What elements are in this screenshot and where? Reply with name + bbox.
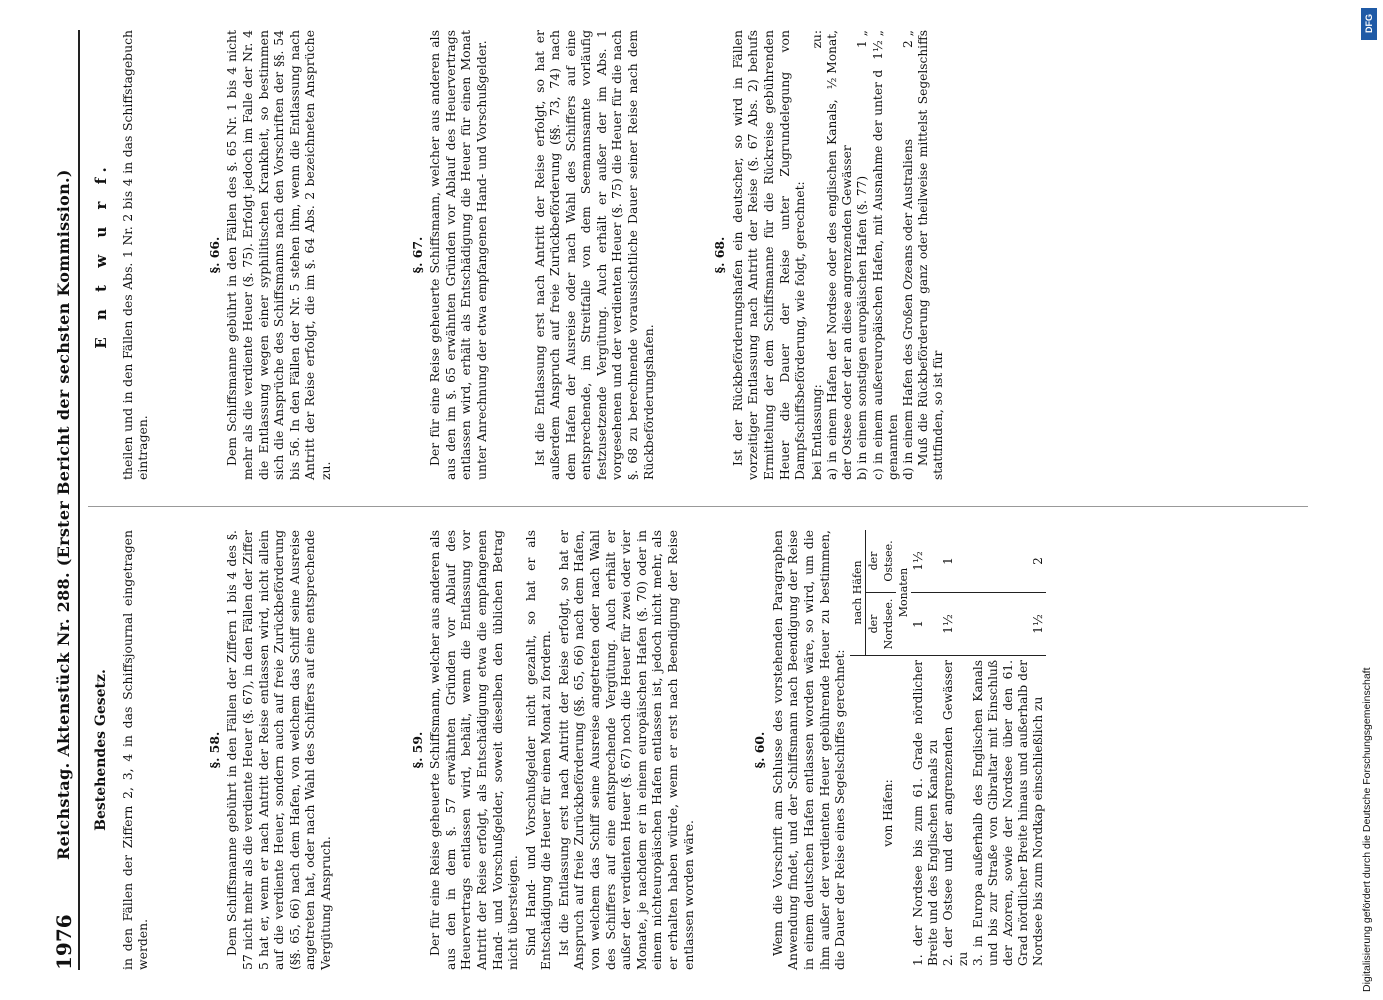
column-heading-left: Bestehendes Gesetz. — [93, 669, 109, 831]
page-title: Reichstag. Aktenstück Nr. 288. (Erster Bericht der sechsten Kommission.) — [54, 169, 73, 860]
duration-table — [850, 530, 1046, 970]
list-item — [901, 30, 916, 480]
list-item-label: d) in einem Hafen des Großen Ozeans oder Australiens — [901, 138, 916, 480]
page-header — [40, 30, 80, 970]
section-66-title: §. 66. — [206, 236, 222, 274]
table-header-nordsee: der Nordsee. — [865, 593, 896, 656]
section-60-title: §. 60. — [752, 731, 768, 769]
column-existing-law — [88, 530, 1046, 970]
page-number: 1976 — [52, 914, 76, 970]
list-item-label: a) in einem Hafen der Nordsee oder des englischen Kanals, der Ostsee oder der an diese angrenzenden Gewässer — [825, 99, 855, 480]
cell-ostsee: 1 — [941, 530, 971, 593]
table-row — [911, 530, 941, 970]
section-58-title: §. 58. — [206, 731, 222, 769]
list-item — [855, 30, 870, 480]
row-number: 3. — [970, 954, 985, 966]
list-head-left: bei Entlassung: — [809, 384, 824, 480]
row-number: 1. — [910, 954, 925, 966]
table-group-header: nach Häfen — [850, 530, 866, 656]
table-header-ostsee: der Ostsee. — [865, 530, 896, 593]
section-58-text: Dem Schiffsmanne gebührt in den Fällen der Ziffern 1 bis 4 des §. 57 nicht mehr als die verdiente Heuer (§. 67), in den Fällen der Ziffer 5 hat er, wenn er nach Antritt der Reise entlassen wird, nicht allein auf die verdiente Heuer, sondern auch auf freie Zurückbeförderung (§§. 65, 66) nach dem Hafen, von welchem das Schiff seine Ausreise angetreten hat, oder nach Wahl des Schiffers auf eine entsprechende Vergütung Anspruch. — [224, 530, 333, 970]
section-59-para-3: Ist die Entlassung erst nach Antritt der Reise erfolgt, so hat er Anspruch auf freie Zurückbeförderung (§§. 65, 66) nach dem Hafen, von welchem das Schiff seine Ausreise angetreten oder nach Wahl des Schiffers auf eine entsprechende Vergütung. Auch erhält er außer der verdienten Heuer (§. 67) noch die Heuer für zwei oder vier Monate, je nachdem er in einem europäischen Hafen (§. 70) oder in einem nichteuropäischen Hafen entlassen ist, jedoch nicht mehr, als er erhalten haben würde, wenn er erst nach Beendigung der Reise entlassen worden wäre. — [555, 530, 696, 970]
column-divider — [88, 506, 1308, 507]
cell-nordsee: 1½ — [971, 593, 1046, 656]
section-60-text: Wenn die Vorschrift am Schlusse des vorstehenden Paragraphen Anwendung findet, und der Schiffsmann nach Beendigung der Reise in einem deutschen Hafen entlassen worden wäre, so wird, um die ihm außer der verdienten Heuer gebührende Heuer zu bestimmen, die Dauer der Reise eines Segelschiffes gerechnet: — [769, 530, 848, 970]
row-number: 2. — [940, 954, 955, 966]
section-68-title: §. 68. — [712, 236, 728, 274]
cell-nordsee: 1 — [911, 593, 941, 656]
row-text: der Ostsee und der angrenzenden Gewässer zu — [940, 659, 970, 966]
list-item-value: 1½ „ — [870, 30, 885, 60]
cell-nordsee: 1½ — [941, 593, 971, 656]
list-item — [825, 30, 855, 480]
table-row — [971, 530, 1046, 970]
row-text: der Nordsee bis zum 61. Grade nördlicher Breite und des Englischen Kanals zu — [910, 660, 940, 966]
funding-sidebar — [1361, 8, 1377, 992]
list-header — [810, 30, 825, 480]
funding-credit: Digitalisierung gefördert durch die Deutsche Forschungsgemeinschaft — [1361, 667, 1373, 992]
section-59-para-1: Der für eine Reise geheuerte Schiffsmann, welcher aus anderen als aus den in dem §. 57 erwähnten Gründen vor Ablauf des Heuervertrags entlassen wird, behält, wenn die Entlassung vor Antritt der Reise erfolgt, als Entschädigung etwa die empfangenen Hand- und Vorschußgelder, soweit dieselben den üblichen Betrag nicht übersteigen. — [427, 530, 521, 970]
table-row-header-label: von Häfen: — [880, 779, 895, 847]
section-59-para-2: Sind Hand- und Vorschußgelder nicht gezahlt, so hat er als Entschädigung die Heuer für einen Monat zu fordern. — [522, 530, 554, 970]
section-68-text: Ist der Rückbeförderungshafen ein deutscher, so wird in Fällen vorzeitiger Entlassung nach Antritt der Reise (§. 67 Abs. 2) behufs Ermittelung der dem Schiffsmanne für die Rückreise gebührenden Heuer die Dauer der Reise unter Zugrundelegung von Dampfschiffsbeförderung, wie folgt, gerechnet: — [729, 30, 808, 480]
section-59-title: §. 59. — [409, 731, 425, 769]
column-heading-right: E n t w u r f. — [92, 161, 110, 349]
list-item-value: 2 „ — [901, 30, 916, 48]
header-rule — [78, 30, 80, 970]
list-head-right: zu: — [809, 30, 824, 49]
column-draft — [88, 30, 949, 480]
right-intro: theilen und in den Fällen des Abs. 1 Nr. 2 bis 4 in das Schiffstagebuch eintragen. — [119, 30, 151, 480]
cell-ostsee: 2 — [971, 530, 1046, 593]
row-text: in Europa außerhalb des Englischen Kanals und bis zur Straße von Gibraltar mit Einschluß der Azoren, sowie der Nordsee über den 61. Grad nördlicher Breite hinaus und außerhalb der Nordsee bis zum Nordkap einschließlich zu — [970, 660, 1045, 966]
section-67-para-2: Ist die Entlassung erst nach Antritt der Reise erfolgt, so hat er außerdem Anspruch auf freie Zurückbeförderung (§§. 73, 74) nach dem Hafen der Ausreise oder nach Wahl des Schiffers auf eine entsprechende, im Streitfalle von dem Seemannsamte vorläufig festzusetzende Vergütung. Auch erhält er außer der im Abs. 1 vorgesehenen und der verdienten Heuer (§. 75) die Heuer für die nach §. 68 zu berechnende voraussichtliche Dauer seiner Reise nach dem Rückbeförderungshafen. — [531, 30, 656, 480]
dfg-logo: DFG — [1361, 8, 1377, 40]
left-intro: in den Fällen der Ziffern 2, 3, 4 in das Schiffsjournal eingetragen werden. — [119, 530, 151, 970]
section-66-text: Dem Schiffsmanne gebührt in den Fällen des §. 65 Nr. 1 bis 4 nicht mehr als die verdiente Heuer (§. 75). Erfolgt jedoch im Falle der Nr. 4 die Entlassung wegen einer syphilitischen Krankheit, so bestimmen sich die Ansprüche des Schiffsmanns nach den Vorschriften der §§. 54 bis 56. In den Fällen der Nr. 5 stehen ihm, wenn die Entlassung nach Antritt der Reise erfolgt, die im §. 64 Abs. 2 bezeichneten Ansprüche zu. — [224, 30, 333, 480]
list-item-label: c) in einem außereuropäischen Hafen, mit Ausnahme der unter d genannten — [870, 69, 900, 480]
table-row — [941, 530, 971, 970]
section-68-closing: Muß die Rückbeförderung ganz oder theilweise mittelst Segelschiffs stattfinden, so ist für — [916, 30, 946, 480]
section-67-para-1: Der für eine Reise geheuerte Schiffsmann, welcher aus anderen als aus den im §. 65 erwähnten Gründen vor Ablauf des Heuervertrags entlassen wird, erhält als Entschädigung die Heuer für einen Monat unter Anrechnung der etwa empfangenen Hand- und Vorschußgelder. — [427, 30, 489, 480]
section-67-title: §. 67. — [409, 236, 425, 274]
list-item-value: ½ Monat, — [825, 30, 840, 90]
list-item-label: b) in einem sonstigen europäischen Hafen (§. 77) — [855, 175, 870, 480]
table-unit: Monaten — [896, 530, 911, 656]
list-item — [871, 30, 901, 480]
cell-ostsee: 1½ — [911, 530, 941, 593]
list-item-value: 1 „ — [855, 30, 870, 48]
discharge-list — [810, 30, 947, 480]
